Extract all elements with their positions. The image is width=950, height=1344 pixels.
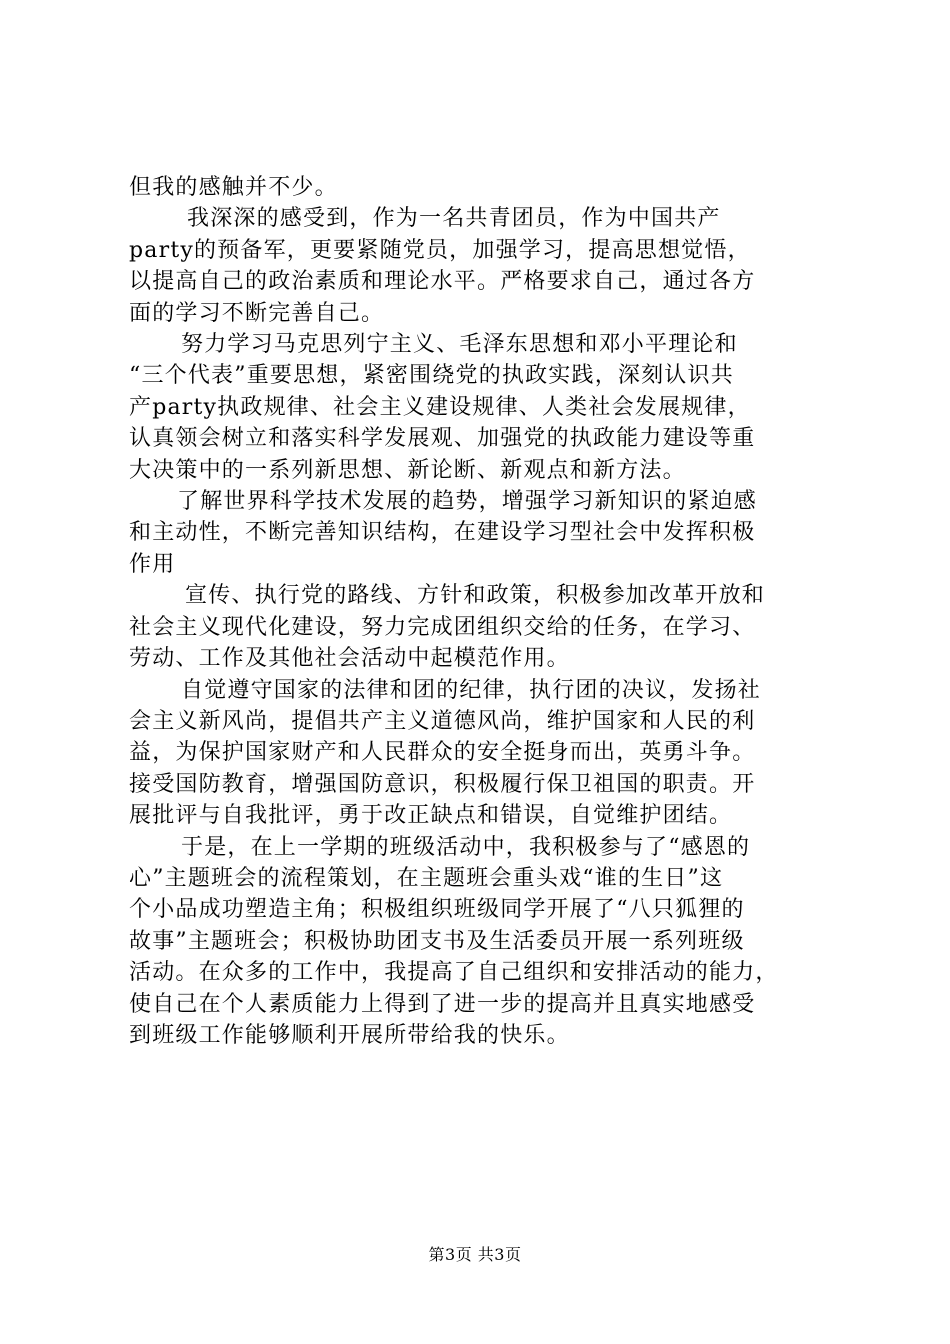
text-line: 大决策中的一系列新思想、新论断、新观点和新方法。 — [129, 457, 686, 483]
text-line: 产party执政规律、社会主义建设规律、人类社会发展规律， — [129, 394, 751, 420]
text-line: 会主义新风尚，提倡共产主义道德风尚，维护国家和人民的利 — [129, 708, 756, 734]
paragraph-first-line: 宣传、执行党的路线、方针和政策，积极参加改革开放和 — [185, 583, 766, 609]
text-line: 个小品成功塑造主角；积极组织班级同学开展了“八只狐狸的 — [129, 897, 745, 923]
paragraph-first-line: 于是，在上一学期的班级活动中，我积极参与了“感恩的 — [181, 834, 751, 860]
text-line: 使自己在个人素质能力上得到了进一步的提高并且真实地感受 — [129, 991, 756, 1017]
text-line: 展批评与自我批评，勇于改正缺点和错误，自觉维护团结。 — [129, 803, 733, 829]
page-number-footer: 第3页 共3页 — [428, 1245, 522, 1264]
text-line: 接受国防教育，增强国防意识，积极履行保卫祖国的职责。开 — [129, 771, 756, 797]
text-line: 但我的感触并不少。 — [129, 175, 338, 200]
text-line: party的预备军，更要紧随党员，加强学习，提高思想觉悟， — [129, 237, 751, 263]
paragraph-first-line: 我深深的感受到，作为一名共青团员，作为中国共产 — [187, 206, 721, 232]
text-line: 到班级工作能够顺利开展所带给我的快乐。 — [129, 1022, 570, 1048]
paragraph-first-line: 努力学习马克思列宁主义、毛泽东思想和邓小平理论和 — [181, 332, 738, 358]
text-line: 劳动、工作及其他社会活动中起模范作用。 — [129, 646, 570, 672]
text-line: “三个代表”重要思想，紧密围绕党的执政实践，深刻认识共 — [129, 363, 734, 389]
text-line: 社会主义现代化建设，努力完成团组织交给的任务，在学习、 — [129, 614, 756, 640]
text-line: 心”主题班会的流程策划，在主题班会重头戏“谁的生日”这 — [129, 865, 724, 891]
text-line: 作用 — [129, 551, 176, 577]
text-line: 活动。在众多的工作中，我提高了自己组织和安排活动的能力， — [129, 960, 779, 986]
paragraph-first-line: 自觉遵守国家的法律和团的纪律，执行团的决议，发扬社 — [181, 677, 762, 703]
paragraph-first-line: 了解世界科学技术发展的趋势，增强学习新知识的紧迫感 — [177, 489, 758, 515]
text-line: 益，为保护国家财产和人民群众的安全挺身而出，英勇斗争。 — [129, 740, 756, 766]
text-line: 以提高自己的政治素质和理论水平。严格要求自己，通过各方 — [129, 269, 756, 295]
document-body — [129, 172, 837, 1051]
text-line: 故事”主题班会；积极协助团支书及生活委员开展一系列班级 — [129, 928, 745, 954]
text-line: 认真领会树立和落实科学发展观、加强党的执政能力建设等重 — [129, 426, 756, 452]
text-line: 面的学习不断完善自己。 — [129, 300, 385, 326]
text-line: 和主动性，不断完善知识结构，在建设学习型社会中发挥积极 — [129, 520, 756, 546]
